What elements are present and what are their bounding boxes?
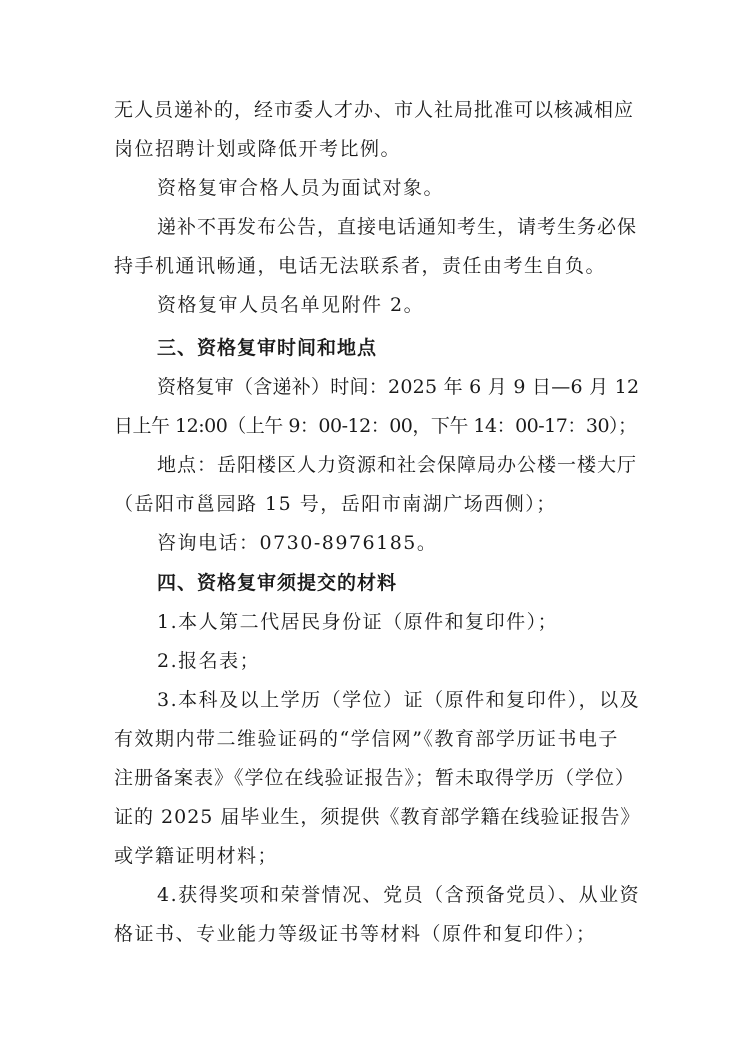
paragraph-line: 有效期内带二维验证码的“学信网”《教育部学历证书电子	[114, 728, 619, 750]
paragraph-line: 格证书、专业能力等级证书等材料（原件和复印件）；	[114, 923, 597, 945]
paragraph-line: 注册备案表》《学位在线验证报告》；暂未取得学历（学位）	[114, 767, 636, 789]
paragraph-line: 无人员递补的，经市委人才办、市人社局批准可以核减相应	[114, 99, 635, 121]
paragraph-line: 地点：岳阳楼区人力资源和社会保障局办公楼一楼大厅	[157, 454, 638, 476]
list-item: 2.报名表；	[157, 650, 261, 672]
paragraph-line: 日上午 12:00（上午 9：00-12：00，下午 14：00-17：30）；	[114, 415, 637, 437]
list-item: 4.获得奖项和荣誉情况、党员（含预备党员）、从业资	[157, 884, 641, 906]
paragraph-line: 或学籍证明材料；	[114, 845, 279, 867]
paragraph-line: （岳阳市邕园路 15 号，岳阳市南湖广场西侧）；	[114, 493, 557, 515]
paragraph-line: 持手机通讯畅通，电话无法联系者，责任由考生自负。	[114, 255, 607, 277]
paragraph-line: 咨询电话：0730-8976185。	[157, 532, 438, 554]
section-heading-3: 三、资格复审时间和地点	[157, 337, 378, 359]
paragraph-line: 资格复审（含递补）时间：2025 年 6 月 9 日—6 月 12	[157, 376, 640, 398]
paragraph-line: 证的 2025 届毕业生，须提供《教育部学籍在线验证报告》	[114, 806, 641, 828]
list-item: 1.本人第二代居民身份证（原件和复印件）；	[157, 611, 559, 633]
paragraph-line: 资格复审人员名单见附件 2。	[157, 294, 425, 316]
paragraph-line: 递补不再发布公告，直接电话通知考生，请考生务必保	[157, 216, 638, 238]
section-heading-4: 四、资格复审须提交的材料	[157, 572, 398, 594]
paragraph-line: 岗位招聘计划或降低开考比例。	[114, 138, 402, 160]
paragraph-line: 资格复审合格人员为面试对象。	[157, 177, 445, 199]
list-item: 3.本科及以上学历（学位）证（原件和复印件），以及	[157, 689, 641, 711]
